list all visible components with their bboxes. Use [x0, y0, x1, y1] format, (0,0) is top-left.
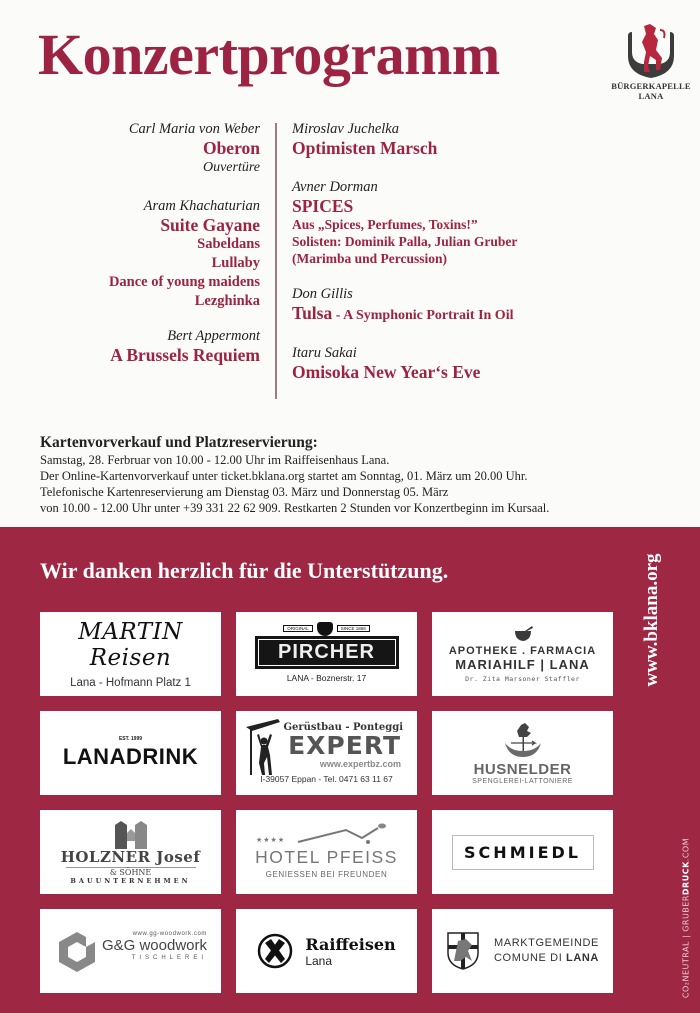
sponsor-name: Raiffeisen — [305, 934, 396, 954]
work-title: Omisoka New Year‘s Eve — [292, 362, 481, 382]
sponsor-hotel-pfeiss — [236, 810, 417, 894]
sponsor-address: I-39057 Eppan - Tel. 0471 63 11 67 — [260, 774, 393, 784]
page-title: Konzertprogramm — [38, 22, 500, 87]
sponsor-name: PIRCHER — [255, 636, 399, 669]
work-detail: Solisten: Dominik Palla, Julian Gruber — [292, 234, 518, 249]
work-title: Oberon — [202, 138, 260, 158]
sponsor-address: Lana - Hofmann Platz 1 — [70, 677, 191, 689]
ticket-line: von 10.00 - 12.00 Uhr unter +39 331 22 62 909. Restkarten 2 Stunden vor Konzertbeginn im Kursaal. — [40, 501, 550, 515]
work-movement: Lezghinka — [194, 293, 260, 309]
program-item — [292, 344, 592, 382]
work-subtitle: - A Symphonic Portrait In Oil — [332, 308, 514, 323]
composer: Itaru Sakai — [292, 345, 357, 361]
composer: Bert Appermont — [167, 328, 260, 344]
sponsor-marktgemeinde-lana — [432, 909, 613, 993]
work-detail: (Marimba und Percussion) — [292, 251, 448, 266]
column-divider — [275, 123, 277, 399]
composer: Carl Maria von Weber — [128, 121, 260, 137]
sponsor-apotheke — [432, 612, 613, 696]
composer: Avner Dorman — [292, 179, 378, 195]
holzner-trade: BAUUNTERNEHMEN — [70, 877, 191, 885]
work-movement: Dance of young maidens — [108, 274, 260, 290]
gemeinde-line2a: COMUNE DI — [494, 952, 566, 964]
sponsor-grid — [40, 612, 614, 993]
program-right-column — [292, 120, 592, 396]
gemeinde-line2b: LANA — [566, 952, 599, 964]
ticket-line: Telefonische Kartenreservierung am Dienstag 03. März und Donnerstag 05. März — [40, 485, 449, 499]
buergerkapelle-logo — [606, 22, 696, 102]
program-item — [60, 327, 260, 365]
ticket-line: Samstag, 28. Ferbruar von 10.00 - 12.00 Uhr im Raiffeisenhaus Lana. — [40, 453, 390, 467]
sponsor-name: HOLZNER Josef — [60, 848, 201, 866]
print-credit-b: DRUCK — [681, 861, 691, 896]
work-title: A Brussels Requiem — [110, 345, 260, 365]
logo-text-line1: BÜRGERKAPELLE — [611, 81, 691, 91]
composer: Don Gillis — [292, 286, 353, 302]
pircher-badge — [283, 622, 370, 636]
work-title: Optimisten Marsch — [292, 138, 438, 158]
husnelder-sub: SPENGLEREI-LATTONIERE — [472, 778, 573, 785]
sponsor-name: SCHMIEDL — [452, 835, 594, 870]
sponsor-name: HOTEL PFEISS — [255, 847, 398, 867]
work-title — [292, 303, 592, 326]
rooster-weathervane-icon — [501, 721, 545, 759]
sponsor-name: G&G woodwork — [101, 937, 207, 954]
program-item — [292, 285, 592, 326]
composer: Aram Khachaturian — [143, 198, 260, 214]
work-name: Tulsa — [292, 303, 333, 323]
hotel-stars: ★★★★ — [256, 837, 286, 844]
program-item — [292, 178, 592, 267]
woodwork-sub: TISCHLEREI — [131, 955, 207, 961]
program-left-column — [60, 120, 260, 379]
program-item — [292, 120, 592, 158]
raiffeisen-sub: Lana — [305, 953, 333, 968]
sponsor-address: LANA - Boznerstr. 17 — [286, 672, 367, 683]
sponsor-schmiedl — [432, 810, 613, 894]
hexagon-cube-icon — [58, 931, 96, 973]
sponsor-martin-reisen — [40, 612, 221, 696]
expert-web: www.expertbz.com — [319, 759, 401, 769]
badge-right: SINCE 1868 — [337, 625, 370, 632]
logo-text-line2: LANA — [638, 90, 664, 101]
sponsor-husnelder — [432, 711, 613, 795]
work-title: SPICES — [292, 196, 354, 216]
sponsor-name: EXPERT — [288, 731, 401, 760]
sponsor-name: HUSNELDER — [473, 761, 572, 778]
work-movement: Lullaby — [211, 255, 260, 271]
sponsor-pircher — [236, 612, 417, 696]
ticket-line: Der Online-Kartenvorverkauf unter ticket.bklana.org startet am Sonntag, 01. März um 20.00 Uhr. — [40, 469, 528, 483]
ticket-heading: Kartenvorverkauf und Platzreservierung: — [40, 434, 318, 451]
lion-lyre-crest-icon — [624, 22, 678, 82]
print-credit-c: .COM — [681, 837, 691, 862]
sponsor-name: LANADRINK — [62, 744, 199, 769]
lana-coat-of-arms-icon — [446, 931, 480, 971]
branch-roof-icon — [296, 820, 396, 844]
apotheke-line2: MARIAHILF | LANA — [455, 656, 590, 672]
woodwork-web: www.gg-woodwork.com — [132, 931, 207, 937]
expert-top: Gerüstbau - Ponteggi — [283, 722, 403, 733]
work-movement: Sabeldans — [197, 236, 260, 252]
sponsor-heading: Wir danken herzlich für die Unterstützung. — [40, 558, 449, 583]
mortar-pestle-icon — [511, 626, 535, 642]
print-credit-a: CO₂NEUTRAL | GRUBER — [681, 895, 691, 999]
sponsor-holzner — [40, 810, 221, 894]
lanadrink-est: EST. 1999 — [118, 736, 143, 742]
work-title: Suite Gayane — [160, 215, 260, 235]
work-detail: Aus „Spices, Perfumes, Toxins!” — [292, 217, 478, 232]
pircher-crest-icon — [317, 622, 333, 636]
apotheke-line1: APOTHEKE . FARMACIA — [448, 644, 597, 657]
badge-left: ORIGINAL — [283, 625, 313, 632]
holzner-sub: & SÖHNE — [66, 867, 196, 877]
work-movement: Ouvertüre — [202, 160, 260, 175]
sponsor-expert — [236, 711, 417, 795]
gemeinde-line2 — [494, 951, 599, 966]
website-link[interactable]: www.bklana.org — [641, 553, 662, 687]
raiffeisen-crossed-horses-icon — [257, 933, 293, 969]
pfeiss-sub: GENIESSEN BEI FREUNDEN — [265, 870, 388, 879]
apotheke-line3: Dr. Zita Marsoner Staffler — [465, 674, 580, 683]
program-item — [60, 197, 260, 311]
print-credit — [682, 838, 691, 998]
sponsor-name: MARTIN Reisen — [78, 619, 183, 671]
ticket-info — [40, 434, 660, 516]
holzner-h-building-icon — [111, 819, 151, 849]
sponsor-lanadrink — [40, 711, 221, 795]
sponsor-gg-woodwork — [40, 909, 221, 993]
program-item — [60, 120, 260, 177]
scaffold-worker-icon — [244, 717, 284, 777]
composer: Miroslav Juchelka — [292, 121, 399, 137]
gemeinde-line1: MARKTGEMEINDE — [494, 937, 599, 949]
sponsor-raiffeisen — [236, 909, 417, 993]
